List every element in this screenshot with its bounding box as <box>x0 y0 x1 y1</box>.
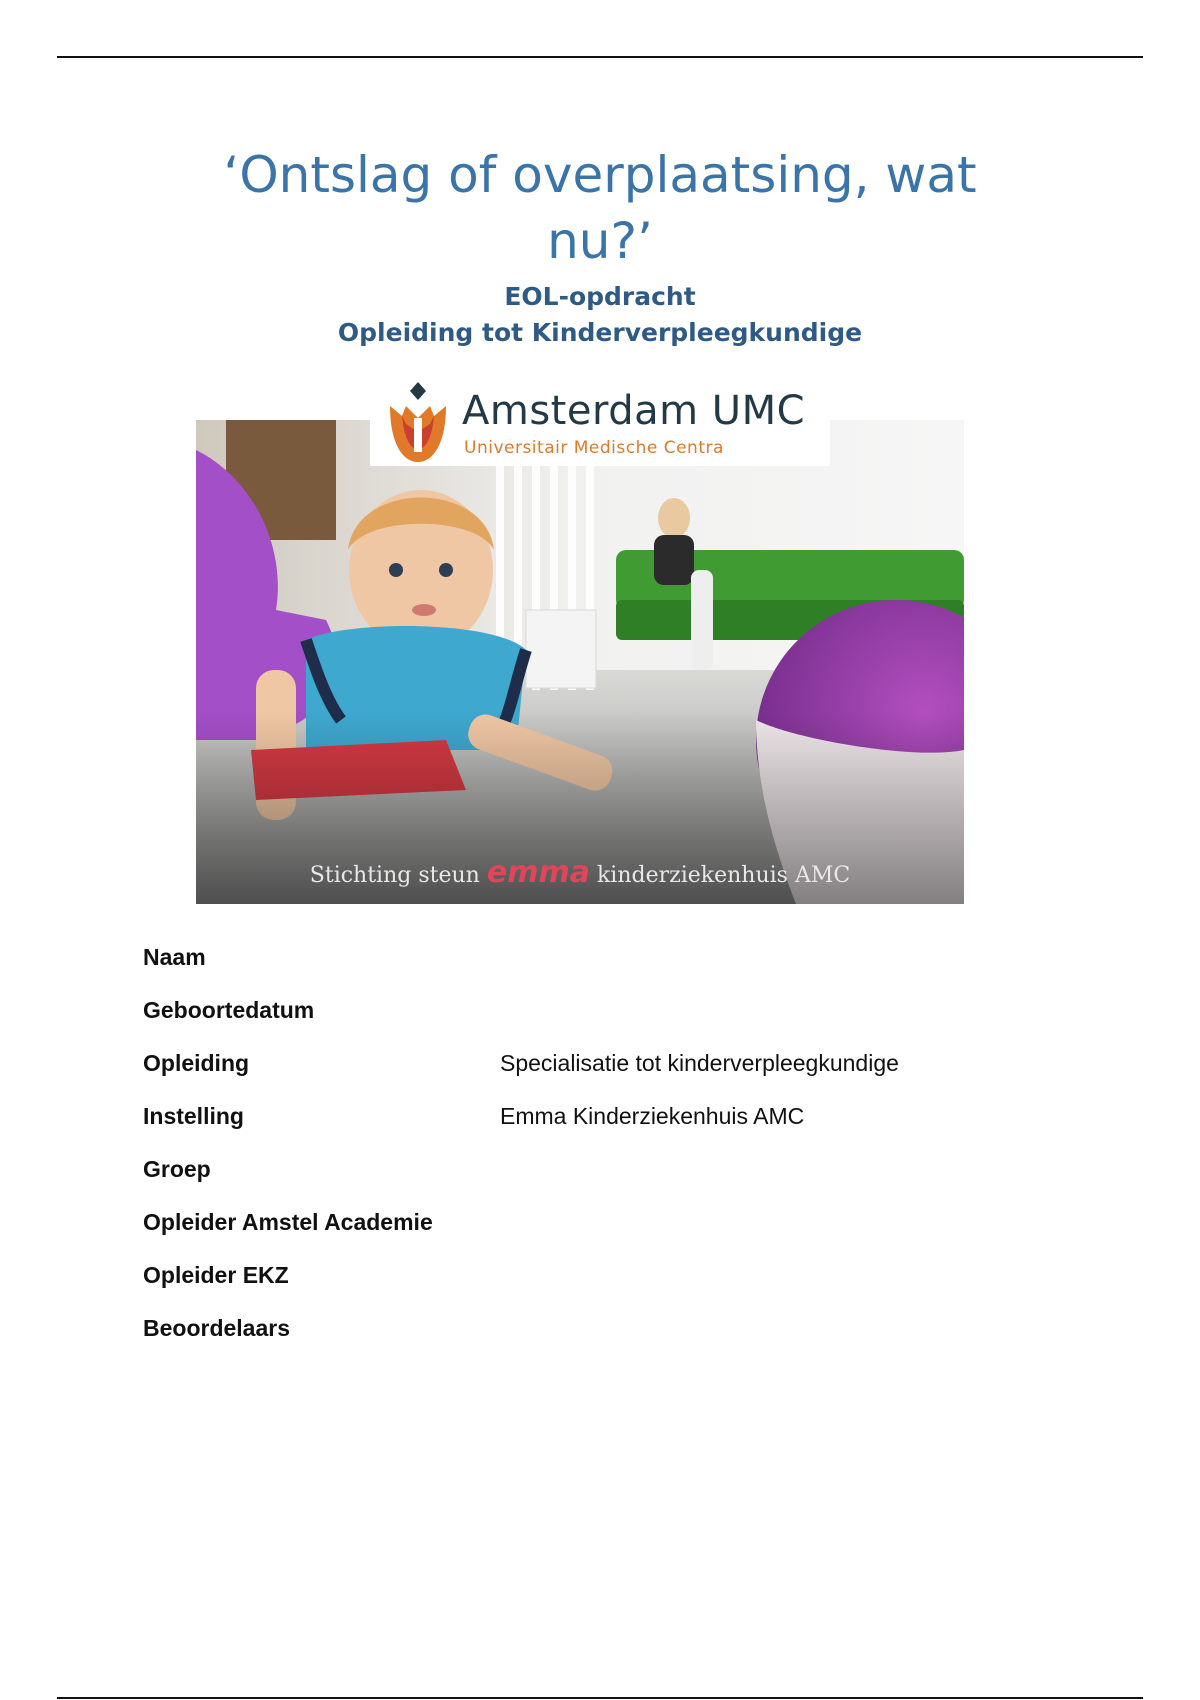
field-opleiding <box>143 1050 1043 1103</box>
info-fields <box>143 944 1043 1368</box>
field-label: Opleider EKZ <box>143 1262 289 1288</box>
field-opleider-amstel-academie <box>143 1209 1043 1262</box>
field-naam <box>143 944 1043 997</box>
tulip-logo-icon <box>386 382 450 464</box>
amsterdam-umc-logo <box>370 380 830 466</box>
field-label: Geboortedatum <box>143 997 315 1023</box>
header-rule <box>57 56 1143 58</box>
photo-caption <box>196 855 964 890</box>
field-label: Beoordelaars <box>143 1315 291 1341</box>
field-instelling <box>143 1103 1043 1156</box>
field-value: Specialisatie tot kinderverpleegkundige <box>500 1050 899 1076</box>
logo-name: Amsterdam UMC <box>462 388 806 434</box>
field-geboortedatum <box>143 997 1043 1050</box>
field-value: Emma Kinderziekenhuis AMC <box>500 1103 805 1129</box>
field-label: Groep <box>143 1156 211 1182</box>
field-label: Opleider Amstel Academie <box>143 1209 433 1235</box>
caption-suffix: kinderziekenhuis AMC <box>596 863 851 888</box>
caption-prefix: Stichting steun <box>309 863 480 888</box>
document-title: ‘Ontslag of overplaatsing, wat nu?’ <box>223 146 977 270</box>
cover-photo-illustration <box>196 420 964 904</box>
footer-rule <box>57 1697 1143 1699</box>
field-beoordelaars <box>143 1315 1043 1368</box>
logo-subtitle: Universitair Medische Centra <box>464 438 724 458</box>
document-subtitle: EOL-opdracht <box>504 282 696 311</box>
field-label: Opleiding <box>143 1050 250 1076</box>
field-label: Instelling <box>143 1103 244 1129</box>
cover-photo <box>196 420 964 904</box>
field-groep <box>143 1156 1043 1209</box>
caption-brand: emma <box>486 855 590 890</box>
field-label: Naam <box>143 944 206 970</box>
document-program: Opleiding tot Kinderverpleegkundige <box>337 318 863 347</box>
field-opleider-ekz <box>143 1262 1043 1315</box>
